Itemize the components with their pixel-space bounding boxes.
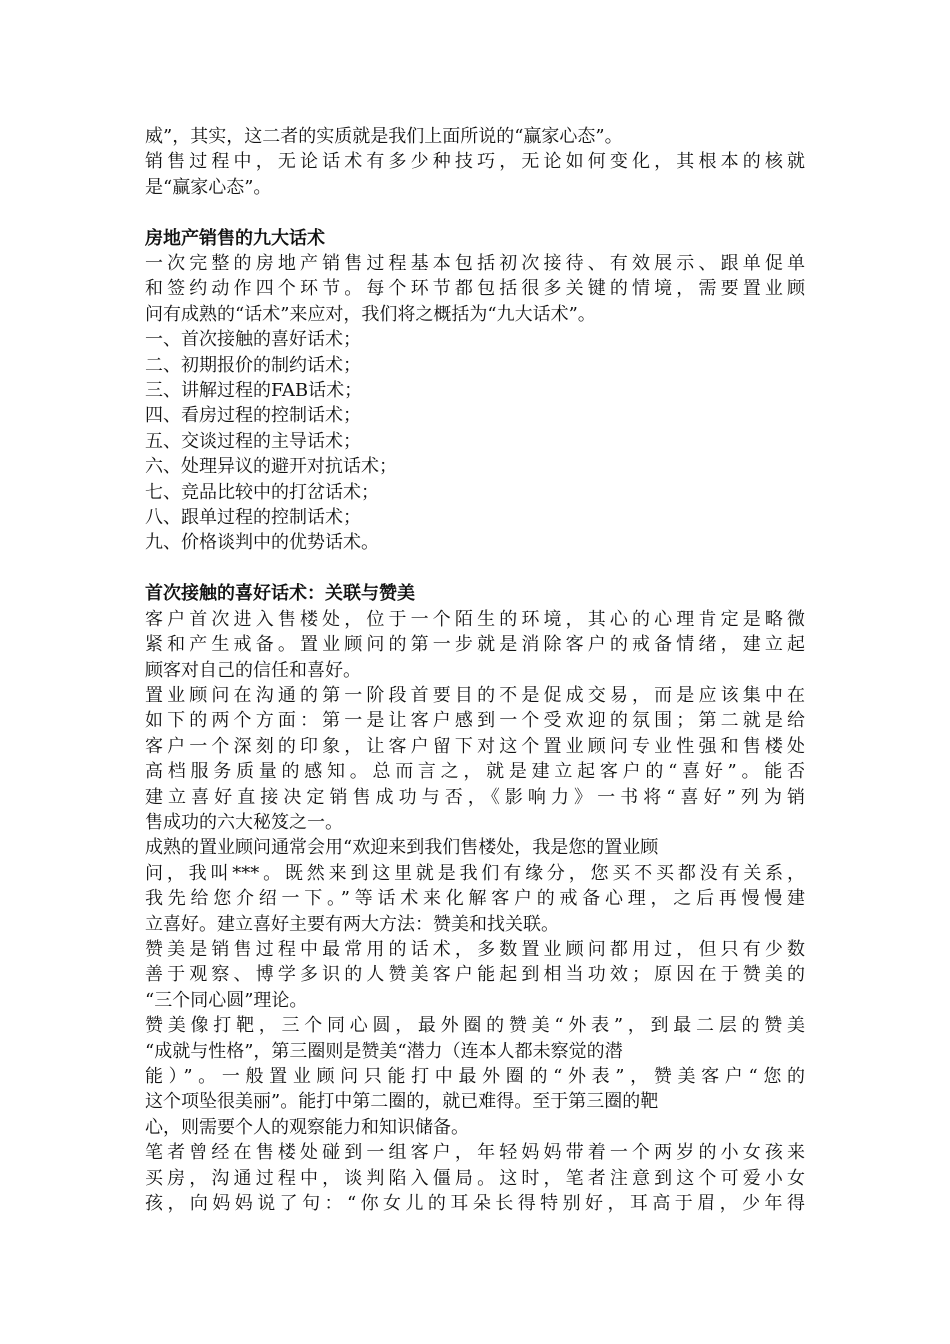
text-line: 能）”。一般置业顾问只能打中最外圈的“外表”，赞美客户“您的 [145,1066,805,1087]
list-item: 一、首次接触的喜好话术； [145,329,361,351]
text-line: 问，我叫***。既然来到这里就是我们有缘分，您买不买都没有关系， [145,862,805,884]
list-item: 七、竞品比较中的打岔话术； [145,481,379,503]
list-item: 六、处理异议的避开对抗话术； [145,456,397,478]
text-line: 孩，向妈妈说了句：“你女儿的耳朵长得特别好，耳高于眉，少年得 [145,1193,805,1215]
text-line: 我先给您介绍一下。”等话术来化解客户的戒备心理，之后再慢慢建 [145,888,805,910]
list-item: 五、交谈过程的主导话术； [145,430,361,452]
blank-line [145,556,805,581]
text-line: 是“赢家心态”。 [145,176,272,198]
section-body [145,607,805,1217]
text-line: 一次完整的房地产销售过程基本包括初次接待、有效展示、跟单促单 [145,253,805,275]
text-line: 高档服务质量的感知。总而言之，就是建立起客户的“喜好”。能否 [145,761,805,783]
text-line: 善于观察、博学多识的人赞美客户能起到相当功效；原因在于赞美的 [145,964,805,986]
scripts-list [145,327,805,556]
text-line: 客户首次进入售楼处，位于一个陌生的环境，其心的心理肯定是略微 [145,608,805,630]
text-line: 心，则需要个人的观察能力和知识储备。 [145,1116,469,1138]
text-line: 建立喜好直接决定销售成功与否，《影响力》一书将“喜好”列为销 [145,786,805,808]
list-item: 八、跟单过程的控制话术； [145,507,361,529]
intro-block [145,124,805,200]
text-line: 如下的两个方面：第一是让客户感到一个受欢迎的氛围；第二就是给 [145,710,805,732]
text-line: 置业顾问在沟通的第一阶段首要目的不是促成交易，而是应该集中在 [145,684,805,706]
text-line: 赞美是销售过程中最常用的话术，多数置业顾问都用过，但只有少数 [145,938,805,960]
text-line: 威”，其实，这二者的实质就是我们上面所说的“赢家心态”。 [145,126,623,147]
text-line: 笔者曾经在售楼处碰到一组客户，年轻妈妈带着一个两岁的小女孩来 [145,1142,805,1164]
text-line: 成熟的置业顾问通常会用“欢迎来到我们售楼处，我是您的置业顾 [145,837,659,859]
text-line: 这个项坠很美丽”。能打中第二圈的，就已难得。至于第三圈的靶 [145,1091,659,1113]
section-nine-scripts [145,226,805,556]
list-item: 四、看房过程的控制话术； [145,405,361,427]
section-heading: 首次接触的喜好话术：关联与赞美 [145,583,415,605]
document-page [145,124,805,1216]
text-line: 和签约动作四个环节。每个环节都包括很多关键的情境，需要置业顾 [145,278,805,300]
list-item: 九、价格谈判中的优势话术。 [145,532,379,554]
text-line: 赞美像打靶，三个同心圆，最外圈的赞美“外表”，到最二层的赞美 [145,1015,805,1037]
text-line: 紧和产生戒备。置业顾问的第一步就是消除客户的戒备情绪，建立起 [145,634,805,656]
list-item: 二、初期报价的制约话术； [145,354,361,376]
text-line: “三个同心圆”理论。 [145,989,308,1011]
text-line: 立喜好。建立喜好主要有两大方法：赞美和找关联。 [145,913,559,935]
text-line: 客户一个深刻的印象，让客户留下对这个置业顾问专业性强和售楼处 [145,735,805,757]
text-line: 销售过程中，无论话术有多少种技巧，无论如何变化，其根本的核就 [145,151,805,173]
text-line: “成就与性格”，第三圈则是赞美“潜力（连本人都未察觉的潜 [145,1040,623,1062]
text-line: 售成功的六大秘笈之一。 [145,811,343,833]
list-item: 三、讲解过程的FAB话术； [145,380,363,402]
section-first-contact [145,581,805,1216]
section-heading: 房地产销售的九大话术 [145,227,325,249]
text-line: 顾客对自己的信任和喜好。 [145,659,361,681]
blank-line [145,200,805,225]
text-line: 买房，沟通过程中，谈判陷入僵局。这时，笔者注意到这个可爱小女 [145,1167,805,1189]
text-line: 问有成熟的“话术”来应对，我们将之概括为“九大话术”。 [145,303,596,325]
